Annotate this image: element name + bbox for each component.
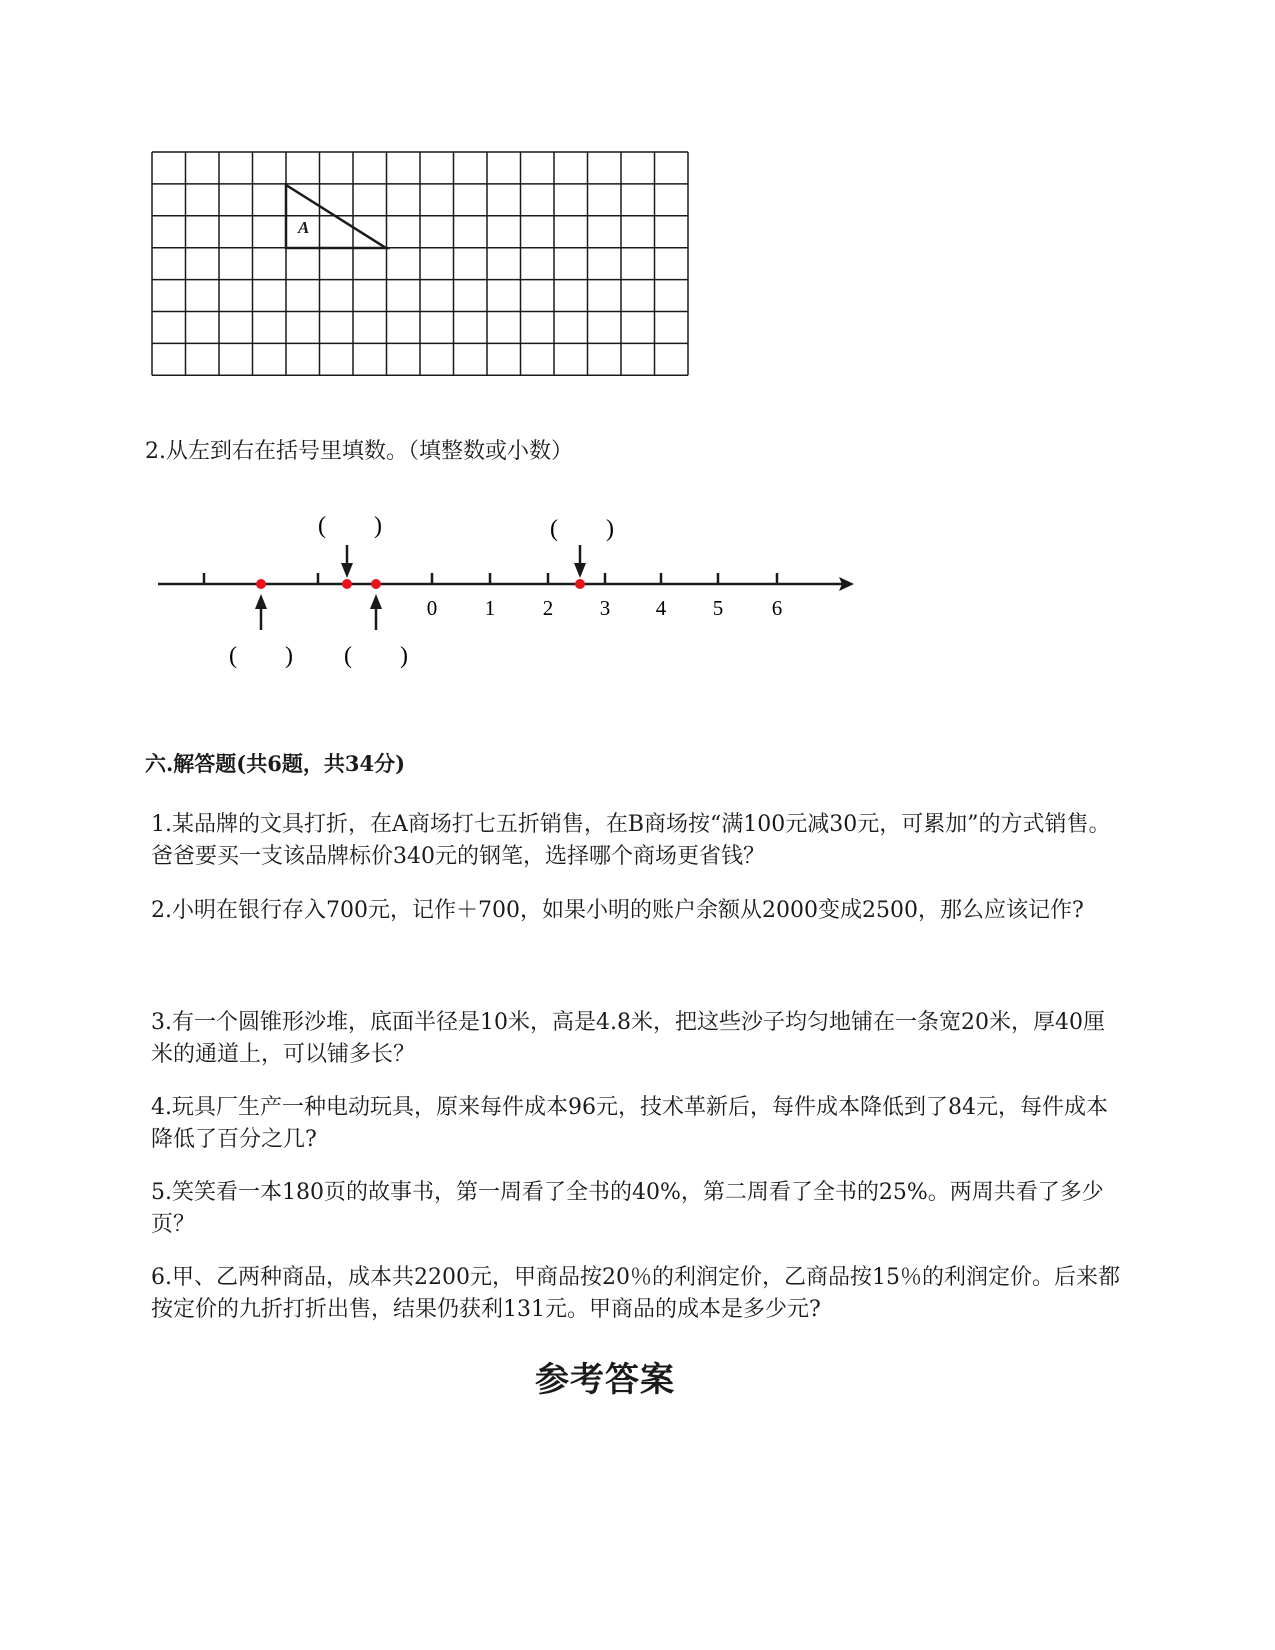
tick-label-3: 3 <box>599 596 611 620</box>
answer-blank: ( ) <box>318 513 382 539</box>
point-marker <box>342 579 352 589</box>
triangle-label: A <box>298 218 310 237</box>
point-marker <box>575 579 585 589</box>
point-marker <box>256 579 266 589</box>
tick-label-6: 6 <box>771 596 783 620</box>
down-arrow-icon <box>574 545 586 578</box>
answer-blank: ( ) <box>229 643 293 669</box>
up-arrow-icon <box>255 594 267 630</box>
problem-1: 1.某品牌的文具打折，在A商场打七五折销售，在B商场按“满100元减30元，可累加”的方式销售。爸爸要买一支该品牌标价340元的钢笔，选择哪个商场更省钱？ <box>151 812 1111 869</box>
ticks <box>204 573 777 584</box>
problem-3: 3.有一个圆锥形沙堆，底面半径是10米，高是4.8米，把这些沙子均匀地铺在一条宽20米，厚40厘米的通道上，可以铺多长？ <box>151 1010 1105 1067</box>
problem-4: 4.玩具厂生产一种电动玩具，原来每件成本96元，技术革新后，每件成本降低到了84元，每件成本降低了百分之几? <box>151 1095 1108 1152</box>
number-line-figure <box>0 0 1275 700</box>
tick-label-2: 2 <box>542 596 554 620</box>
point-marker <box>371 579 381 589</box>
section-title: 六.解答题(共6题，共34分) <box>145 751 406 776</box>
up-arrow-icon <box>370 594 382 630</box>
answer-blank: ( ) <box>550 516 614 542</box>
tick-label-0: 0 <box>426 596 438 620</box>
tick-label-4: 4 <box>655 596 667 620</box>
problem-6: 6.甲、乙两种商品，成本共2200元，甲商品按20％的利润定价，乙商品按15％的利润定价。后来都按定价的九折打折出售，结果仍获利131元。甲商品的成本是多少元? <box>151 1265 1120 1322</box>
tick-label-1: 1 <box>484 596 496 620</box>
answer-blank: ( ) <box>344 643 408 669</box>
down-arrow-icon <box>341 545 353 578</box>
answer-section-title: 参考答案 <box>535 1360 675 1400</box>
problem-2: 2.小明在银行存入700元，记作＋700，如果小明的账户余额从2000变成2500，那么应该记作? <box>151 898 1084 923</box>
tick-label-5: 5 <box>712 596 724 620</box>
question-2-text: 2.从左到右在括号里填数。（填整数或小数） <box>145 439 573 464</box>
problem-5: 5.笑笑看一本180页的故事书，第一周看了全书的40%，第二周看了全书的25%。两周共看了多少页？ <box>151 1180 1104 1237</box>
